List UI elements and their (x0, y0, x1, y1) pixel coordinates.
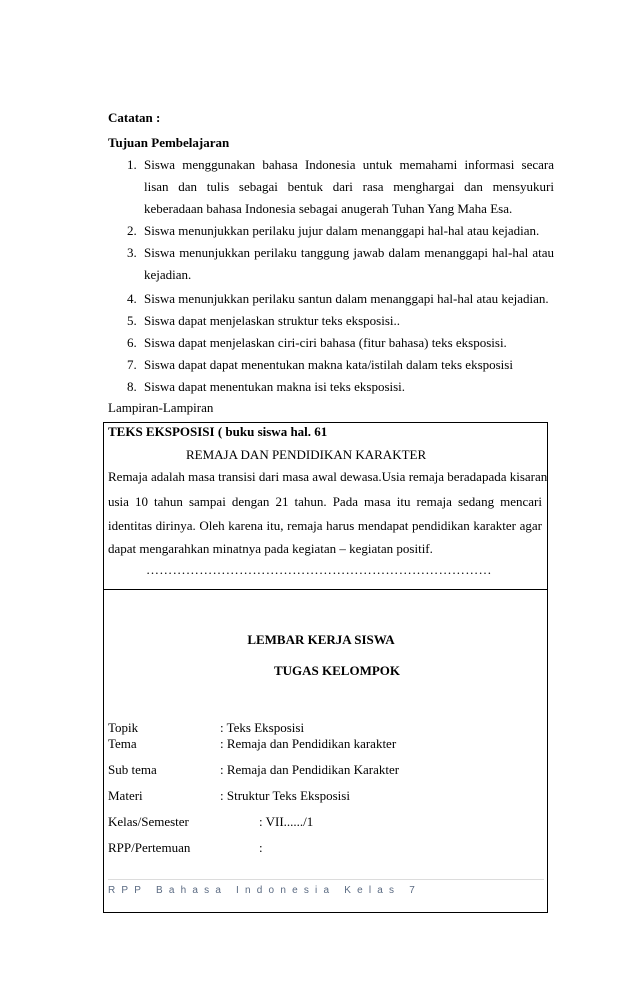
item-text: Siswa dapat dapat menentukan makna kata/istilah dalam teks eksposisi (144, 357, 513, 372)
continuation-dots: …………………………………………………………………… (146, 562, 492, 577)
item-number: 3. (127, 245, 137, 260)
teks-title: REMAJA DAN PENDIDIKAN KARAKTER (186, 447, 427, 462)
field-label: Topik (108, 720, 139, 735)
item-number: 1. (127, 157, 137, 172)
item-text: Siswa dapat menjelaskan struktur teks eksposisi.. (144, 313, 400, 328)
field-label: Tema (108, 736, 137, 751)
field-value: : Remaja dan Pendidikan karakter (220, 736, 397, 751)
item-text: Siswa dapat menentukan makna isi teks eksposisi. (144, 379, 406, 394)
paragraph-line: usia 10 tahun sampai dengan 21 tahun. Pada masa itu remaja sedang mencari (108, 494, 542, 509)
catatan-label: Catatan : (108, 110, 161, 125)
item-number: 5. (127, 313, 137, 328)
item-text: Siswa menggunakan bahasa Indonesia untuk memahami informasi secara (144, 157, 554, 172)
lampiran-label: Lampiran-Lampiran (108, 400, 214, 415)
field-value: : Remaja dan Pendidikan Karakter (220, 762, 400, 777)
item-text: kejadian. (144, 267, 192, 282)
item-text: Siswa menunjukkan perilaku jujur dalam menanggapi hal-hal atau kejadian. (144, 223, 540, 238)
item-text: Siswa menunjukkan perilaku tanggung jawab dalam menanggapi hal-hal atau (144, 245, 554, 260)
tujuan-heading: Tujuan Pembelajaran (108, 135, 230, 150)
paragraph-line: Remaja adalah masa transisi dari masa awal dewasa.Usia remaja beradapada kisaran (108, 469, 548, 484)
field-label: RPP/Pertemuan (108, 840, 191, 855)
field-label: Materi (108, 788, 143, 803)
footer-divider (108, 879, 544, 880)
lks-subtitle: TUGAS KELOMPOK (273, 663, 401, 678)
item-text: Siswa dapat menjelaskan ciri-ciri bahasa (fitur bahasa) teks eksposisi. (144, 335, 507, 350)
item-number: 2. (127, 223, 137, 238)
field-value: : VII....../1 (259, 814, 314, 829)
item-text: keberadaan bahasa Indonesia sebagai anugerah Tuhan Yang Maha Esa. (144, 201, 513, 216)
field-value: : (259, 840, 263, 855)
item-text: lisan dan tulis sebagai bentuk dari rasa menghargai dan mensyukuri (144, 179, 554, 194)
item-number: 4. (127, 291, 137, 306)
item-number: 6. (127, 335, 137, 350)
item-number: 8. (127, 379, 137, 394)
page-footer: RPP Bahasa Indonesia Kelas 7 (108, 885, 421, 896)
item-number: 7. (127, 357, 137, 372)
field-value: : Teks Eksposisi (220, 720, 305, 735)
lks-title: LEMBAR KERJA SISWA (247, 632, 395, 647)
field-label: Kelas/Semester (108, 814, 189, 829)
field-label: Sub tema (108, 762, 157, 777)
item-text: Siswa menunjukkan perilaku santun dalam menanggapi hal-hal atau kejadian. (144, 291, 549, 306)
paragraph-line: dapat mengarahkan minatnya pada kegiatan – kegiatan positif. (108, 541, 433, 556)
paragraph-line: identitas dirinya. Oleh karena itu, remaja harus mendapat pendidikan karakter agar (108, 518, 542, 533)
field-value: : Struktur Teks Eksposisi (220, 788, 350, 803)
teks-heading: TEKS EKSPOSISI ( buku siswa hal. 61 (108, 424, 328, 439)
